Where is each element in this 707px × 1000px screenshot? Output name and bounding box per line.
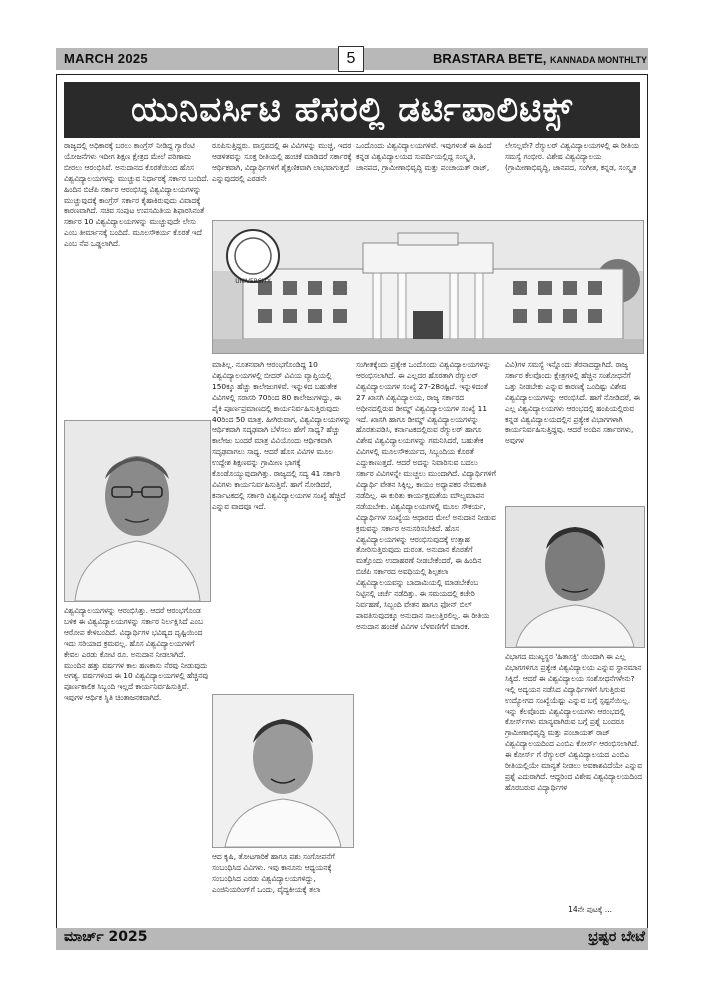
footer-date: ಮಾರ್ಚ್ 2025 bbox=[64, 929, 148, 945]
column-2-top: ರೂಪಿಸುತ್ತಿದ್ದರು. ವಾಸ್ತವದಲ್ಲಿ ಈ ವಿವಿಗಳನ್ನು ಮುಚ್ಚಿ, ಇದರ ಆಡಳಿತವನ್ನು ಸೂಕ್ತ ರೀತಿಯಲ್ಲಿ ಹಂಚಿಕೆ ಮಾಡಿದರೆ ಸರ್ಕಾರಕ್ಕೆ ಆರ್ಥಿಕವಾಗಿ, ವಿದ್ಯಾರ್ಥಿಗಳಿಗೆ ಶೈಕ್ಷಣಿಕವಾಗಿ ಲಾಭವಾಗುತ್ತದೆ ಎನ್ನುವುದರಲ್ಲಿ ಎರಡನೇ bbox=[212, 141, 352, 183]
person-portrait-icon bbox=[213, 695, 353, 847]
page-number: 5 bbox=[338, 46, 364, 72]
publication-name: BRASTARA BETE, KANNADA MONTHLTY bbox=[432, 51, 647, 66]
column-4-middle: ವಿವಿ)ಗಳ ಸಮಸ್ಯೆ ಇನ್ನೊಂದು ತೆರನಾದದ್ದಾಗಿದೆ. ರಾಜ್ಯ ಸರ್ಕಾರ ಕೆಲವೊಂದು ಕ್ಷೇತ್ರಗಳಲ್ಲಿ ಹೆಚ್ಚಿನ ಸಂಶೋಧನೆಗೆ ಒತ್ತು ನೀಡಬೇಕು ಎನ್ನುವ ಕಾರಣಕ್ಕೆ ಒಂದಿಷ್ಟು ವಿಶೇಷ ವಿಶ್ವವಿದ್ಯಾಲಯಗಳನ್ನು ಆರಂಭಿಸಿದೆ. ಹಾಗೆ ನೋಡಿದರೆ, ಈ ಎಲ್ಲ ವಿಶ್ವವಿದ್ಯಾಲಯಗಳು ಆರಂಭದಲ್ಲಿ ಹಂಪಿಯಲ್ಲಿರುವ ಕನ್ನಡ ವಿಶ್ವವಿದ್ಯಾಲಯದಲ್ಲಿನ ಪ್ರತ್ಯೇಕ ವಿಭಾಗಗಳಾಗಿ ಕಾರ್ಯನಿರ್ವಹಿಸುತ್ತಿದ್ದವು. ಆದರೆ ಅಂದಿನ ಸರ್ಕಾರಗಳು, ಅವುಗಳ bbox=[505, 360, 640, 446]
issue-date: MARCH 2025 bbox=[64, 51, 148, 66]
column-3-body: ಸಂಗೀತಕ್ಕೆಂದು ಪ್ರತ್ಯೇಕ ಒಂದೊಂದು ವಿಶ್ವವಿದ್ಯಾಲಯಗಳನ್ನು ಆರಂಭಿಸಲಾಗಿದೆ. ಈ ಎಲ್ಲದರ ಹೊರತಾಗಿ ರೆಗ್ಯುಲರ್ ವಿಶ್ವವಿದ್ಯಾಲಯಗಳ ಸಂಖ್ಯೆ 27-28ರಷ್ಟಿದೆ. ಇನ್ನುಳಿದಂತೆ 27 ಖಾಸಗಿ ವಿಶ್ವವಿದ್ಯಾಲಯ, ರಾಜ್ಯ ಸರ್ಕಾರದ ಅಧೀನದಲ್ಲಿರುವ ಡೀಮ್ಡ್ ವಿಶ್ವವಿದ್ಯಾಲಯಗಳ ಸಂಖ್ಯೆ 11 ಇದೆ. ಖಾಸಗಿ ಹಾಗೂ ಡೀಮ್ಡ್ ವಿಶ್ವವಿದ್ಯಾಲಯಗಳನ್ನು ಹೊರತುಪಡಿಸಿ, ಕರ್ನಾಟಕದಲ್ಲಿರುವ ರೆಗ್ಯುಲರ್ ಹಾಗೂ ವಿಶೇಷ ವಿಶ್ವವಿದ್ಯಾಲಯಗಳನ್ನು ಗಮನಿಸಿದರೆ, ಬಹುತೇಕ ವಿವಿಗಳಲ್ಲಿ ಮೂಲಸೌಕರ್ಯದ, ಸಿಬ್ಬಂದಿಯ ಕೊರತೆ ಎದ್ದುಕಾಣುತ್ತದೆ. ಆದರೆ ಅದನ್ನು ನಿವಾರಿಸುವ ಬದಲು ಸರ್ಕಾರ ವಿವಿಗಳನ್ನೇ ಮುಚ್ಚಲು ಮುಂದಾಗಿದೆ. ವಿದ್ಯಾರ್ಥಿಗಳಿಗೆ ವಿದ್ಯಾರ್ಥಿ ವೇತನ ಸಿಕ್ಕಿಲ್ಲ, ಕಾಯಂ ಅಧ್ಯಾಪಕರ ನೇಮಕಾತಿ ನಡೆದಿಲ್ಲ. ಈ ಕುರಿತು ಕಾರ್ಯಕ್ಷಮತೆಯ ಮೌಲ್ಯಮಾಪನ ನಡೆಯಬೇಕು. ವಿಶ್ವವಿದ್ಯಾಲಯಗಳಲ್ಲಿ ಮೂಲ ಸೌಕರ್ಯ, ವಿದ್ಯಾರ್ಥಿಗಳ ಸಂಖ್ಯೆಯ ಆಧಾರದ ಮೇಲೆ ಅನುದಾನ ನೀಡುವ ಕ್ರಮವನ್ನು ಸರ್ಕಾರ ಅನುಸರಿಸಬೇಕಿದೆ. ಹೊಸ ವಿಶ್ವವಿದ್ಯಾಲಯಗಳನ್ನು ಆರಂಭಿಸುವುದಕ್ಕೆ ಉತ್ಸಾಹ ತೋರಿಸುತ್ತಿರುವುದು ದುರಂತ. ಅನುದಾನ ಕೊರತೆಗೆ ಮತ್ತೊಂದು ಉದಾಹರಣೆ ನೀಡಬೇಕೆಂದರೆ, ಈ ಹಿಂದಿನ ಬಿಜೆಪಿ ಸರ್ಕಾರದ ಅವಧಿಯಲ್ಲಿ ಶಿಲ್ಪಕಲಾ ವಿಶ್ವವಿದ್ಯಾಲಯವನ್ನು ಬಾದಾಮಿಯಲ್ಲಿ ಮಾಡಬೇಕೆಂಬ ನಿಟ್ಟಿನಲ್ಲಿ ಚರ್ಚೆ ನಡೆದಿತ್ತು. ಈ ಸಮಯದಲ್ಲಿ ಕಚೇರಿ ನಿರ್ವಹಣೆ, ಸಿಬ್ಬಂದಿ ವೇತನ ಹಾಗೂ ಫೋನ್ ಬಿಲ್ ಪಾವತಿಸುವುದಕ್ಕೂ ಅನುದಾನ ಸಾಲುತ್ತಿರಲಿಲ್ಲ. ಈ ರೀತಿಯ ಅನುದಾನ ಹಂಚಿಕೆ ವಿವಿಗಳ ಬೆಳವಣಿಗೆಗೆ ಮಾರಕ. bbox=[356, 360, 496, 631]
university-building-photo bbox=[212, 220, 644, 354]
person-portrait-icon bbox=[65, 421, 210, 601]
column-2-middle: ಮಾತಿಲ್ಲ. ನೂತನವಾಗಿ ಆರಂಭಗೊಂಡಿದ್ದ 10 ವಿಶ್ವವಿದ್ಯಾಲಯಗಳಲ್ಲಿ ಬೀದರ್ ವಿವಿಯ ವ್ಯಾಪ್ತಿಯಲ್ಲಿ 150ಕ್ಕೂ ಹೆಚ್ಚು ಕಾಲೇಜುಗಳಿವೆ. ಇನ್ನುಳಿದ ಬಹುತೇಕ ವಿವಿಗಳಲ್ಲಿ ಸರಾಸರಿ 70ರಿಂದ 80 ಕಾಲೇಜುಗಳಿದ್ದು, ಈ ಪೈಕಿ ಪೂರ್ಣಪ್ರಮಾಣದಲ್ಲಿ ಕಾರ್ಯನಿರ್ವಹಿಸುತ್ತಿರುವುದು 40ರಿಂದ 50 ಮಾತ್ರ. ಹೀಗಿರುವಾಗ, ವಿಶ್ವವಿದ್ಯಾಲಯಗಳನ್ನು ಆರ್ಥಿಕವಾಗಿ ಸದೃಢವಾಗಿ ಬೆಳೆಸಲು ಹೇಗೆ ಸಾಧ್ಯ? ಹೆಚ್ಚು ಕಾಲೇಜು ಬಂದರೆ ಮಾತ್ರ ವಿವಿಯೊಂದು ಆರ್ಥಿಕವಾಗಿ ಸದೃಢವಾಗಲು ಸಾಧ್ಯ. ಆದರೆ ಹೊಸ ವಿವಿಗಳ ಮೂಲ ಉದ್ದೇಶ ಶಿಕ್ಷಣವನ್ನು ಗ್ರಾಮೀಣ ಭಾಗಕ್ಕೆ ಕೊಂಡೊಯ್ಯುವುದಾಗಿತ್ತು. ರಾಜ್ಯದಲ್ಲಿ ಸದ್ಯ 41 ಸರ್ಕಾರಿ ವಿವಿಗಳು ಕಾರ್ಯನಿರ್ವಹಿಸುತ್ತಿವೆ. ಹಾಗೆ ನೋಡಿದರೆ, ಕರ್ನಾಟಕದಲ್ಲಿ ಸರ್ಕಾರಿ ವಿಶ್ವವಿದ್ಯಾಲಯಗಳ ಸಂಖ್ಯೆ ಹೆಚ್ಚಿದೆ ಎನ್ನುವ ವಾದವೂ ಇದೆ. bbox=[212, 360, 352, 511]
footer-publication-name: ಭ್ರಷ್ಟರ ಬೇಟೆ bbox=[588, 929, 645, 945]
building-illustration bbox=[213, 221, 643, 353]
column-1-bottom: ವಿಶ್ವವಿದ್ಯಾಲಯಗಳನ್ನು ಆರಂಭಿಸಿತ್ತು. ಆದರೆ ಆರಂಭಗೊಂಡ ಬಳಿಕ ಈ ವಿಶ್ವವಿದ್ಯಾಲಯಗಳನ್ನು ಸರ್ಕಾರ ನಿರ್ಲಕ್ಷಿಸಿದೆ ಎಂಬ ಆರೋಪ ಕೇಳಿಬಂದಿದೆ. ವಿದ್ಯಾರ್ಥಿಗಳ ಭವಿಷ್ಯದ ದೃಷ್ಟಿಯಿಂದ ಇದು ಸರಿಯಾದ ಕ್ರಮವಲ್ಲ. ಹೊಸ ವಿಶ್ವವಿದ್ಯಾಲಯಗಳಿಗೆ ಕೇವಲ ಎರಡು ಕೋಟಿ ರೂ. ಅನುದಾನ ನೀಡಲಾಗಿದೆ. ಮುಂದಿನ ಹತ್ತು ವರ್ಷಗಳ ಕಾಲ ಹಣಕಾಸು ನೆರವು ನೀಡುವುದು ಅಗತ್ಯ. ವರ್ಷಗಳಿಂದ ಈ 10 ವಿಶ್ವವಿದ್ಯಾಲಯಗಳಲ್ಲಿ ಹೆಚ್ಚಿನವು ಪೂರ್ಣಕಾಲಿಕ ಸಿಬ್ಬಂದಿ ಇಲ್ಲದೆ ಕಾರ್ಯನಿರ್ವಹಿಸುತ್ತಿವೆ. ಇವುಗಳ ಆರ್ಥಿಕ ಸ್ಥಿತಿ ಚಿಂತಾಜನಕವಾಗಿದೆ. bbox=[64, 606, 209, 703]
column-4-bottom: ವಿಭಾಗದ ಮುಖ್ಯಸ್ಥರ 'ಹಿತಾಸಕ್ತಿ' ಯಿಂದಾಗಿ ಈ ಎಲ್ಲ ವಿಭಾಗಗಳಿಗೂ ಪ್ರತ್ಯೇಕ ವಿಶ್ವವಿದ್ಯಾಲಯ ಎನ್ನುವ ಸ್ಥಾನಮಾನ ಸಿಕ್ಕಿದೆ. ಆದರೆ ಈ ವಿಶ್ವವಿದ್ಯಾಲಯ ಸಂಶೋಧನೆಗಳೇನು? ಇಲ್ಲಿ ಅದ್ಯಯನ ನಡೆಸಿದ ವಿದ್ಯಾರ್ಥಿಗಳಿಗೆ ಸಿಗುತ್ತಿರುವ ಉದ್ಯೋಗದ ಸಂಖ್ಯೆಯೆಷ್ಟು ಎನ್ನುವ ಬಗ್ಗೆ ಸ್ಪಷ್ಟನೆಯಿಲ್ಲ. ಇನ್ನು ಕೆಲವೊಂದು ವಿಶ್ವವಿದ್ಯಾಲಯಗಳು ಆರಂಭದಲ್ಲಿ ಕೋರ್ಸ್‌ಗಳು ಮಾನ್ಯವಾಗಿರುವ ಬಗ್ಗೆ ಪ್ರಶ್ನೆ ಬಂದರೂ ಗ್ರಾಮೀಣಾಭಿವೃದ್ಧಿ ಮತ್ತು ಪಂಚಾಯತ್ ರಾಜ್ ವಿಶ್ವವಿದ್ಯಾಲಯದಿಂದ ಎಂಬಿಎ ಕೋರ್ಸ್ ಆರಂಭಿಸಲಾಗಿದೆ. ಈ ಕೋರ್ಸ್ ಗೆ ರೆಗ್ಯುಲರ್ ವಿಶ್ವವಿದ್ಯಾಲಯದ ಎಂಬಿಎ ರೀತಿಯಲ್ಲಿಯೇ ಮಾನ್ಯತೆ ನೀಡಲು ಅವಕಾಶವಿದೆಯೇ ಎನ್ನುವ ಪ್ರಶ್ನೆ ಎದುರಾಗಿದೆ. ಆದ್ದರಿಂದ ವಿಶೇಷ ವಿಶ್ವವಿದ್ಯಾಲಯದಿಂದ ಹೊರಬರುವ ವಿದ್ಯಾರ್ಥಿಗಳ bbox=[505, 652, 643, 792]
column-3-top: ಒಂದೊಂದು ವಿಶ್ವವಿದ್ಯಾಲಯಗಳಿವೆ. ಇವುಗಳಂತೆ ಈ ಹಿಂದೆ ಕನ್ನಡ ವಿಶ್ವವಿದ್ಯಾಲಯದ ಸುಪರ್ದಿಯಲ್ಲಿದ್ದ ಸಂಸ್ಕೃತಿ, ಜಾನಪದ, ಗ್ರಾಮೀಣಾಭಿವೃದ್ಧಿ ಮತ್ತು ಪಂಚಾಯತ್ ರಾಜ್, bbox=[356, 141, 492, 172]
politician-photo-2 bbox=[212, 694, 354, 848]
continued-on-page: 14ನೇ ಪುಟಕ್ಕೆ ... bbox=[568, 905, 613, 914]
emblem-caption: UNIVERSITY bbox=[235, 278, 271, 285]
column-2-bottom: ಆದ ಕೃಷಿ, ತೋಟಗಾರಿಕೆ ಹಾಗೂ ಪಶು ಸಂಗೋಪನೆಗೆ ಸಂಬಂಧಿಸಿದ ವಿವಿಗಳು. ಇವು ಕಾನೂನು ಆಧ್ಯಯನಕ್ಕೆ ಸಂಬಂಧಿಸಿದ ಎರಡು ವಿಶ್ವವಿದ್ಯಾಲಯಗಳಿದ್ದು, ಎಂಜಿನಿಯರಿಂಗ್‌ಗೆ ಒಂದು, ವೈದ್ಯಕೀಯಕ್ಕೆ ತಲಾ bbox=[212, 852, 335, 894]
column-1-top: ರಾಜ್ಯದಲ್ಲಿ ಅಧಿಕಾರಕ್ಕೆ ಬರಲು ಕಾಂಗ್ರೆಸ್ ನೀಡಿದ್ದ ಗ್ಯಾರೆಂಟಿ ಯೋಜನೆಗಳು ಇದೀಗ ಶಿಕ್ಷಣ ಕ್ಷೇತ್ರದ ಮೇಲೆ ಪರಿಣಾಮ ಬೀರಲು ಆರಂಭಿಸಿವೆ. ಅನುದಾನದ ಕೊರತೆಯಿಂದ ಹೊಸ ವಿಶ್ವವಿದ್ಯಾಲಯಗಳನ್ನು ಮುಚ್ಚುವ ನಿರ್ಧಾರಕ್ಕೆ ಸರ್ಕಾರ ಬಂದಿದೆ. ಹಿಂದಿನ ಬಿಜೆಪಿ ಸರ್ಕಾರ ಆರಂಭಿಸಿದ್ದ ವಿಶ್ವವಿದ್ಯಾಲಯಗಳನ್ನು ಮುಚ್ಚುವುದಕ್ಕೆ ಕಾಂಗ್ರೆಸ್ ಸರ್ಕಾರ ಕೈಹಾಕಿರುವುದು ವಿವಾದಕ್ಕೆ ಕಾರಣವಾಗಿದೆ. ಸಚಿವ ಸಂಪುಟ ಉಪಸಮಿತಿಯ ಶಿಫಾರಸಿನಂತೆ ಸರ್ಕಾರ 10 ವಿಶ್ವವಿದ್ಯಾಲಯಗಳನ್ನು ಮುಚ್ಚುವುದೇ ಲೇಸು ಎಂಬ ತೀರ್ಮಾನಕ್ಕೆ ಬಂದಿದೆ. ಮೂಲಸೌಕರ್ಯ ಕೊರತೆ ಇದೆ ಎಂಬ ನೆಪ ಒಡ್ಡಲಾಗಿದೆ. bbox=[64, 141, 209, 249]
headline: ಯುನಿವರ್ಸಿಟಿ ಹೆಸರಲ್ಲಿ ಡರ್ಟಿಪಾಲಿಟಿಕ್ಸ್ bbox=[64, 82, 640, 138]
publication-subtitle: KANNADA MONTHLTY bbox=[550, 55, 647, 65]
person-portrait-icon bbox=[506, 507, 644, 647]
column-4-top: ಲೇಸಲ್ಲವೇ? ರೆಗ್ಯುಲರ್ ವಿಶ್ವವಿದ್ಯಾಲಯಗಳಲ್ಲಿ ಈ ರೀತಿಯ ಸಮಸ್ಯೆ ಗಂಭೀರ. ವಿಶೇಷ ವಿಶ್ವವಿದ್ಯಾಲಯ (ಗ್ರಾಮೀಣಾಭಿವೃದ್ಧಿ, ಜಾನಪದ, ಸಂಗೀತ, ಕನ್ನಡ, ಸಂಸ್ಕೃತ bbox=[505, 141, 639, 172]
politician-photo-3 bbox=[505, 506, 645, 648]
politician-photo-1 bbox=[64, 420, 211, 602]
